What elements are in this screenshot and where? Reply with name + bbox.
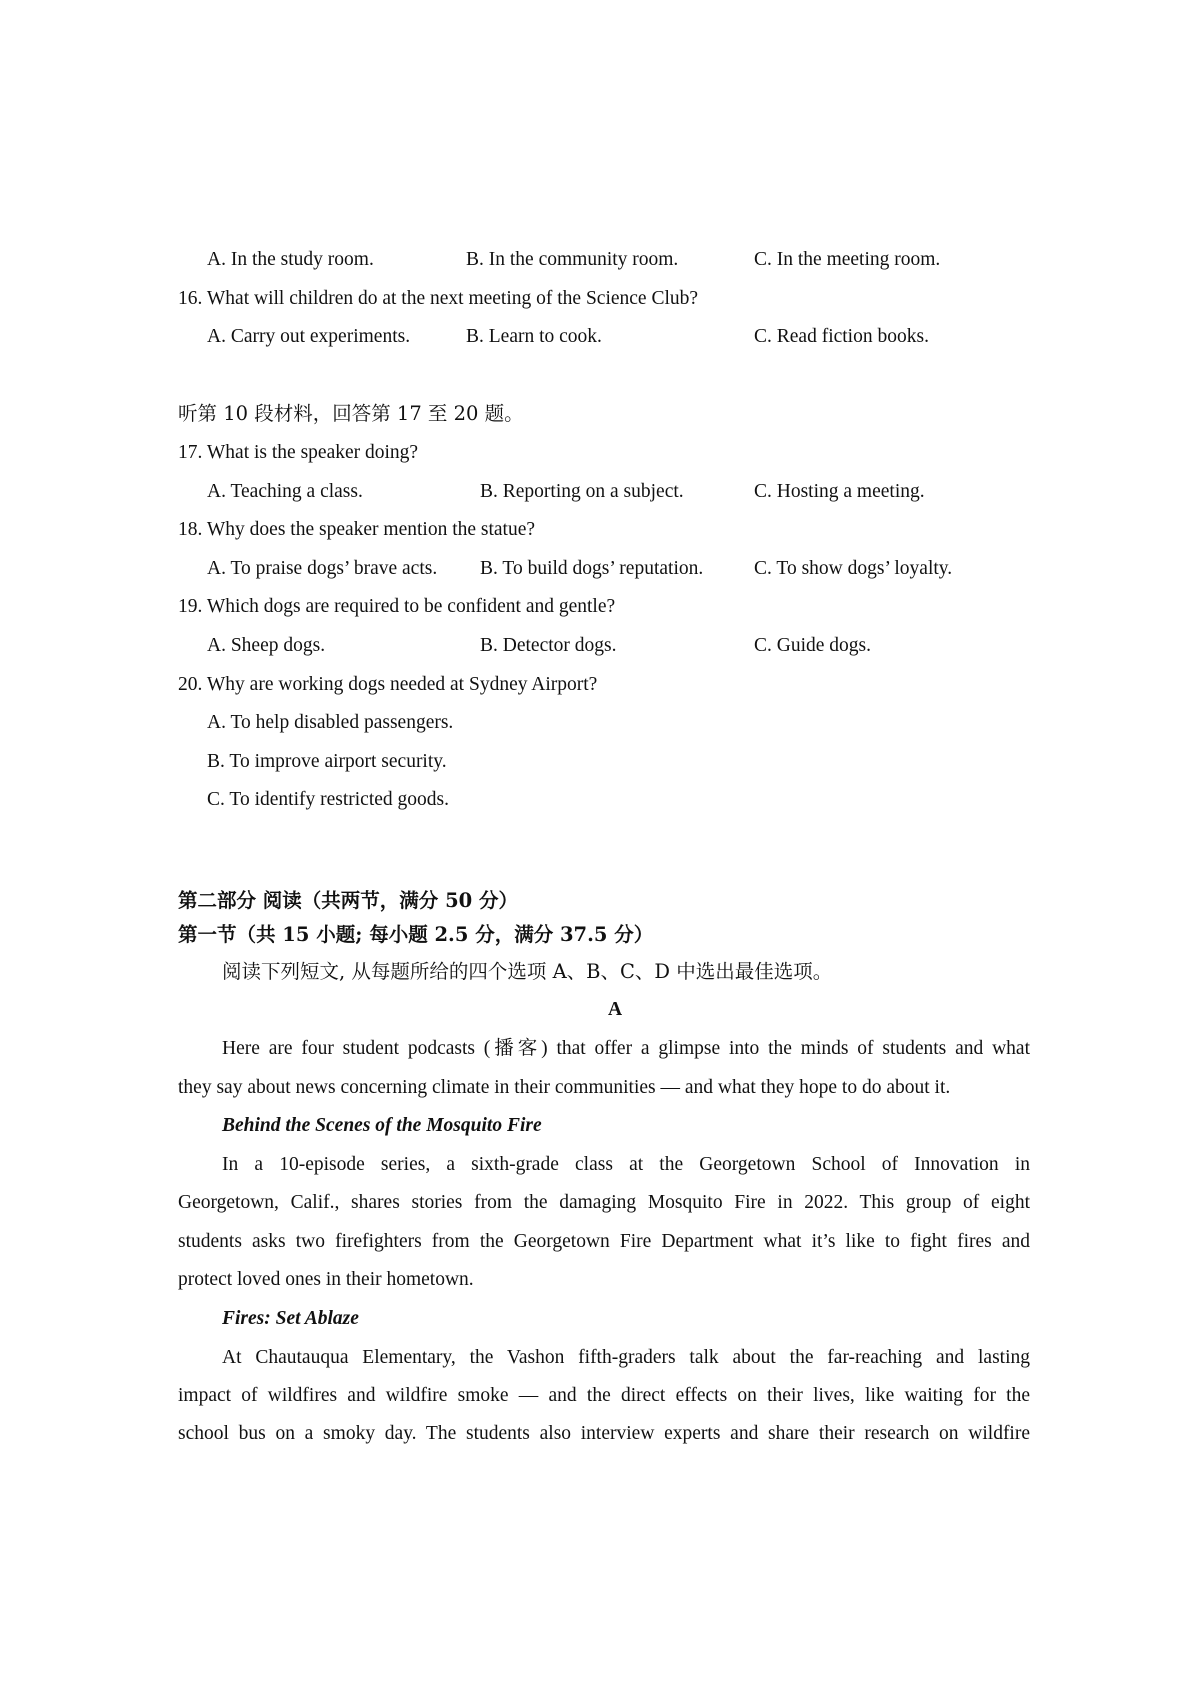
section10-instruction: 听第 10 段材料，回答第 17 至 20 题。 <box>178 402 524 425</box>
intro-line-1: Here are four student podcasts (播客) that offer a glimpse into the minds of students and what <box>222 1038 1030 1059</box>
reading-instruction: 阅读下列短文, 从每题所给的四个选项 A、B、C、D 中选出最佳选项。 <box>222 960 833 983</box>
q16-question: 16. What will children do at the next meeting of the Science Club? <box>178 288 699 309</box>
podcast1-line-3: students asks two firefighters from the Georgetown Fire Department what it’s like to fight fires and <box>178 1231 1030 1252</box>
podcast1-title: Behind the Scenes of the Mosquito Fire <box>222 1115 542 1136</box>
podcast2-line-1: At Chautauqua Elementary, the Vashon fifth-graders talk about the far-reaching and lasting <box>222 1347 1030 1368</box>
podcast2-title: Fires: Set Ablaze <box>222 1308 359 1329</box>
q17-option-a: A. Teaching a class. <box>207 481 363 502</box>
podcast1-line-2: Georgetown, Calif., shares stories from the damaging Mosquito Fire in 2022. This group of eight <box>178 1192 1030 1213</box>
podcast1-line-1: In a 10-episode series, a sixth-grade class at the Georgetown School of Innovation in <box>222 1154 1030 1175</box>
q19-question: 19. Which dogs are required to be confident and gentle? <box>178 596 616 617</box>
q18-option-a: A. To praise dogs’ brave acts. <box>207 558 438 579</box>
q19-option-a: A. Sheep dogs. <box>207 635 326 656</box>
q18-question: 18. Why does the speaker mention the statue? <box>178 519 536 540</box>
q17-option-b: B. Reporting on a subject. <box>480 481 684 502</box>
q18-option-c: C. To show dogs’ loyalty. <box>754 558 953 579</box>
podcast1-line-4: protect loved ones in their hometown. <box>178 1269 474 1290</box>
q15-option-b: B. In the community room. <box>466 249 679 270</box>
q15-option-a: A. In the study room. <box>207 249 374 270</box>
passage-label: A <box>608 999 623 1020</box>
intro-line-2: they say about news concerning climate in their communities — and what they hope to do about it. <box>178 1077 951 1098</box>
q20-option-a: A. To help disabled passengers. <box>207 712 454 733</box>
q18-option-b: B. To build dogs’ reputation. <box>480 558 704 579</box>
q16-option-b: B. Learn to cook. <box>466 326 602 347</box>
q17-question: 17. What is the speaker doing? <box>178 442 419 463</box>
q15-option-c: C. In the meeting room. <box>754 249 941 270</box>
q16-option-c: C. Read fiction books. <box>754 326 929 347</box>
part2-heading: 第二部分 阅读（共两节，满分 50 分） <box>178 889 519 912</box>
podcast2-line-2: impact of wildfires and wildfire smoke — and the direct effects on their lives, like waiting for the <box>178 1385 1030 1406</box>
q19-option-b: B. Detector dogs. <box>480 635 617 656</box>
section1-heading: 第一节（共 15 小题; 每小题 2.5 分，满分 37.5 分） <box>178 923 654 946</box>
q20-option-c: C. To identify restricted goods. <box>207 789 449 810</box>
q20-question: 20. Why are working dogs needed at Sydney Airport? <box>178 674 598 695</box>
q20-option-b: B. To improve airport security. <box>207 751 447 772</box>
q17-option-c: C. Hosting a meeting. <box>754 481 925 502</box>
q16-option-a: A. Carry out experiments. <box>207 326 411 347</box>
q19-option-c: C. Guide dogs. <box>754 635 871 656</box>
podcast2-line-3: school bus on a smoky day. The students also interview experts and share their research on wildfire <box>178 1423 1030 1444</box>
